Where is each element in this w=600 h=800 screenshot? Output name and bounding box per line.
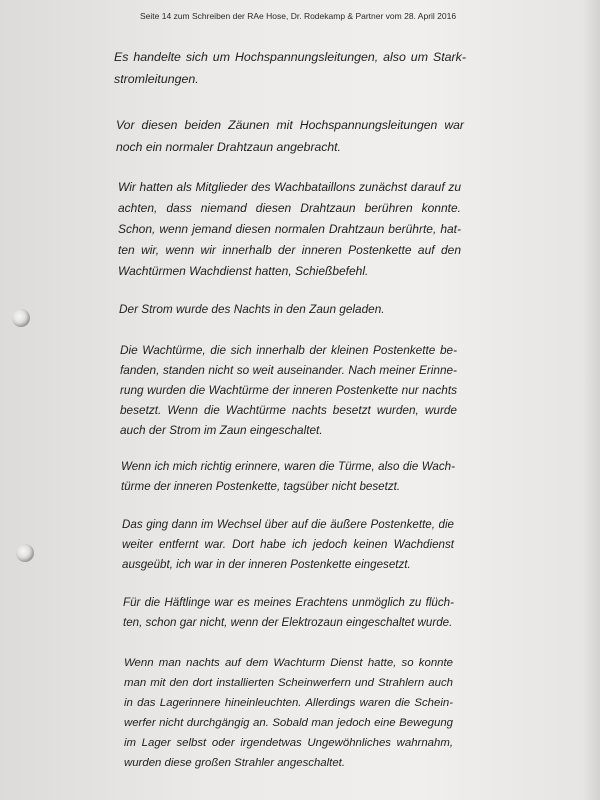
text-line: stromleitungen.: [114, 72, 199, 86]
text-line: besetzt. Wenn die Wachtürme nachts besetzt wurden, wurde: [120, 403, 457, 417]
text-line: rung wurden die Wachtürme der inneren Postenkette nur nachts: [120, 383, 457, 397]
text-line: fanden, standen nicht so weit auseinander. Nach meiner Erinne-: [120, 363, 457, 377]
text-line: noch ein normaler Drahtzaun angebracht.: [116, 140, 341, 154]
paragraph-3: [118, 177, 461, 282]
text-line: Der Strom wurde des Nachts in den Zaun geladen.: [119, 302, 385, 316]
paragraph-6: [121, 457, 455, 497]
text-line: Wachtürmen Wachdienst hatten, Schießbefehl.: [118, 264, 369, 278]
page-header: Seite 14 zum Schreiben der RAe Hose, Dr. Rodekamp & Partner vom 28. April 2016: [140, 11, 457, 21]
text-line: ausgeübt, ich war in der inneren Postenkette eingesetzt.: [122, 558, 411, 571]
text-line: Das ging dann im Wechsel über auf die äußere Postenkette, die: [122, 518, 454, 531]
paragraph-8: [123, 593, 454, 633]
paragraph-2: [116, 114, 464, 158]
paragraph-1: [114, 46, 466, 90]
text-line: im Lager selbst oder irgendetwas Ungewöhnliches wahrnahm,: [124, 737, 453, 749]
text-line: man mit den dort installierten Scheinwerfern und Strahlern auch: [124, 677, 453, 689]
text-line: werfer nicht durchgängig an. Sobald man jedoch eine Bewegung: [124, 717, 453, 729]
text-line: auch der Strom im Zaun eingeschaltet.: [120, 423, 323, 437]
text-line: Vor diesen beiden Zäunen mit Hochspannungsleitungen war: [116, 118, 464, 132]
paragraph-7: [122, 515, 454, 575]
text-line: achten, dass niemand diesen Drahtzaun berühren konnte.: [118, 201, 461, 215]
text-line: Wenn man nachts auf dem Wachturm Dienst hatte, so konnte: [124, 657, 453, 669]
paragraph-5: [120, 340, 457, 440]
text-line: in das Lagerinnere hineinleuchten. Allerdings waren die Schein-: [124, 697, 453, 709]
text-line: ten, schon gar nicht, wenn der Elektrozaun eingeschaltet wurde.: [123, 616, 453, 629]
text-line: Schon, wenn jemand diesen normalen Drahtzaun berührte, hat-: [118, 222, 461, 236]
text-line: Für die Häftlinge war es meines Erachtens unmöglich zu flüch-: [123, 596, 454, 609]
text-line: Es handelte sich um Hochspannungsleitungen, also um Stark-: [114, 50, 466, 64]
text-line: Wenn ich mich richtig erinnere, waren die Türme, also die Wach-: [121, 460, 455, 473]
text-line: ten wir, wenn wir innerhalb der inneren Postenkette auf den: [118, 243, 461, 257]
text-line: wurden diese großen Strahler angeschaltet.: [124, 757, 345, 769]
text-line: weiter entfernt war. Dort habe ich jedoch keinen Wachdienst: [122, 538, 454, 551]
paragraph-9: [124, 653, 453, 773]
text-line: Wir hatten als Mitglieder des Wachbataillons zunächst darauf zu: [118, 180, 461, 194]
text-line: türme der inneren Postenkette, tagsüber nicht besetzt.: [121, 480, 401, 493]
text-line: Die Wachtürme, die sich innerhalb der kleinen Postenkette be-: [120, 343, 457, 357]
paragraph-4: [119, 299, 459, 319]
